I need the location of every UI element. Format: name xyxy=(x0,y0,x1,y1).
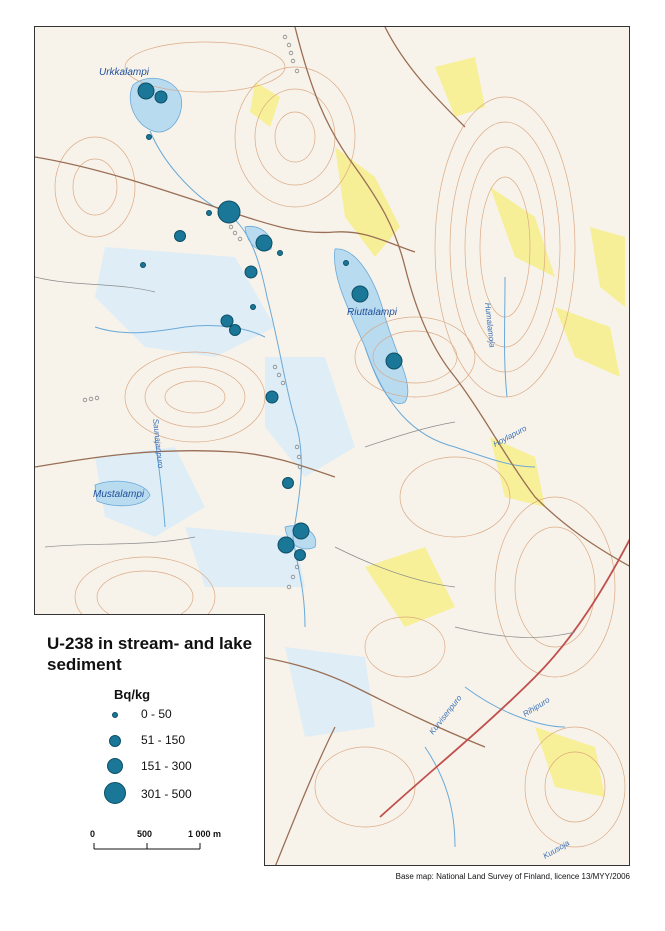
legend-dot-icon xyxy=(109,735,121,747)
stream-label-humalamoja: Humalamoja xyxy=(483,302,497,348)
lake-urkkalampi xyxy=(130,78,181,132)
legend-row xyxy=(34,785,254,809)
sample-site xyxy=(141,263,146,268)
scale-label-0: 0 xyxy=(90,829,96,839)
sample-site xyxy=(175,231,186,242)
sample-site xyxy=(278,251,283,256)
sample-site xyxy=(386,353,402,369)
stream-label-kuusoja: Kuusoja xyxy=(541,838,572,861)
sample-site xyxy=(266,391,278,403)
sample-site xyxy=(352,286,368,302)
legend-label: 301 - 500 xyxy=(141,787,192,801)
sample-site xyxy=(293,523,309,539)
scale-bar xyxy=(90,829,260,859)
legend-dot-icon xyxy=(107,758,123,774)
legend-title: U-238 in stream- and lake sediment xyxy=(47,634,253,674)
sample-site xyxy=(251,305,256,310)
sample-site xyxy=(283,478,294,489)
lake-label-urkkalampi: Urkkalampi xyxy=(99,67,150,78)
sample-site xyxy=(147,135,152,140)
sample-site xyxy=(207,211,212,216)
sample-site xyxy=(230,325,241,336)
stream-label-saunajanpuro: Saunajanpuro xyxy=(151,418,166,469)
map-credit: Base map: National Land Survey of Finland, licence 13/MYY/2006 xyxy=(395,872,630,881)
scale-label-1000: 1 000 m xyxy=(188,829,222,839)
scale-label-500: 500 xyxy=(137,829,153,839)
sample-site xyxy=(155,91,167,103)
lake-label-mustalampi: Mustalampi xyxy=(93,489,145,500)
legend-unit: Bq/kg xyxy=(114,687,151,702)
sample-site xyxy=(278,537,294,553)
legend-label: 0 - 50 xyxy=(141,707,172,721)
legend-row xyxy=(34,707,254,731)
legend-row xyxy=(34,733,254,757)
lake-label-riuttalampi: Riuttalampi xyxy=(347,307,398,318)
sample-site xyxy=(138,83,154,99)
stream-label-rihipuro: Rihipuro xyxy=(521,695,552,719)
sample-site xyxy=(256,235,272,251)
stream-label-hoylapuro: Hoylapuro xyxy=(491,423,529,449)
sample-site xyxy=(218,201,240,223)
scale-bar-graphic xyxy=(90,829,260,859)
legend-dot-icon xyxy=(104,782,126,804)
legend-label: 51 - 150 xyxy=(141,733,186,747)
legend xyxy=(34,614,265,866)
sample-site xyxy=(221,315,233,327)
sample-site xyxy=(295,550,306,561)
legend-dot-icon xyxy=(112,712,118,718)
sample-site xyxy=(245,266,257,278)
stream-label-kurvisenpuro: Kurvisenpuro xyxy=(427,693,464,737)
legend-row xyxy=(34,759,254,783)
legend-label: 151 - 300 xyxy=(141,759,192,773)
sample-site xyxy=(344,261,349,266)
